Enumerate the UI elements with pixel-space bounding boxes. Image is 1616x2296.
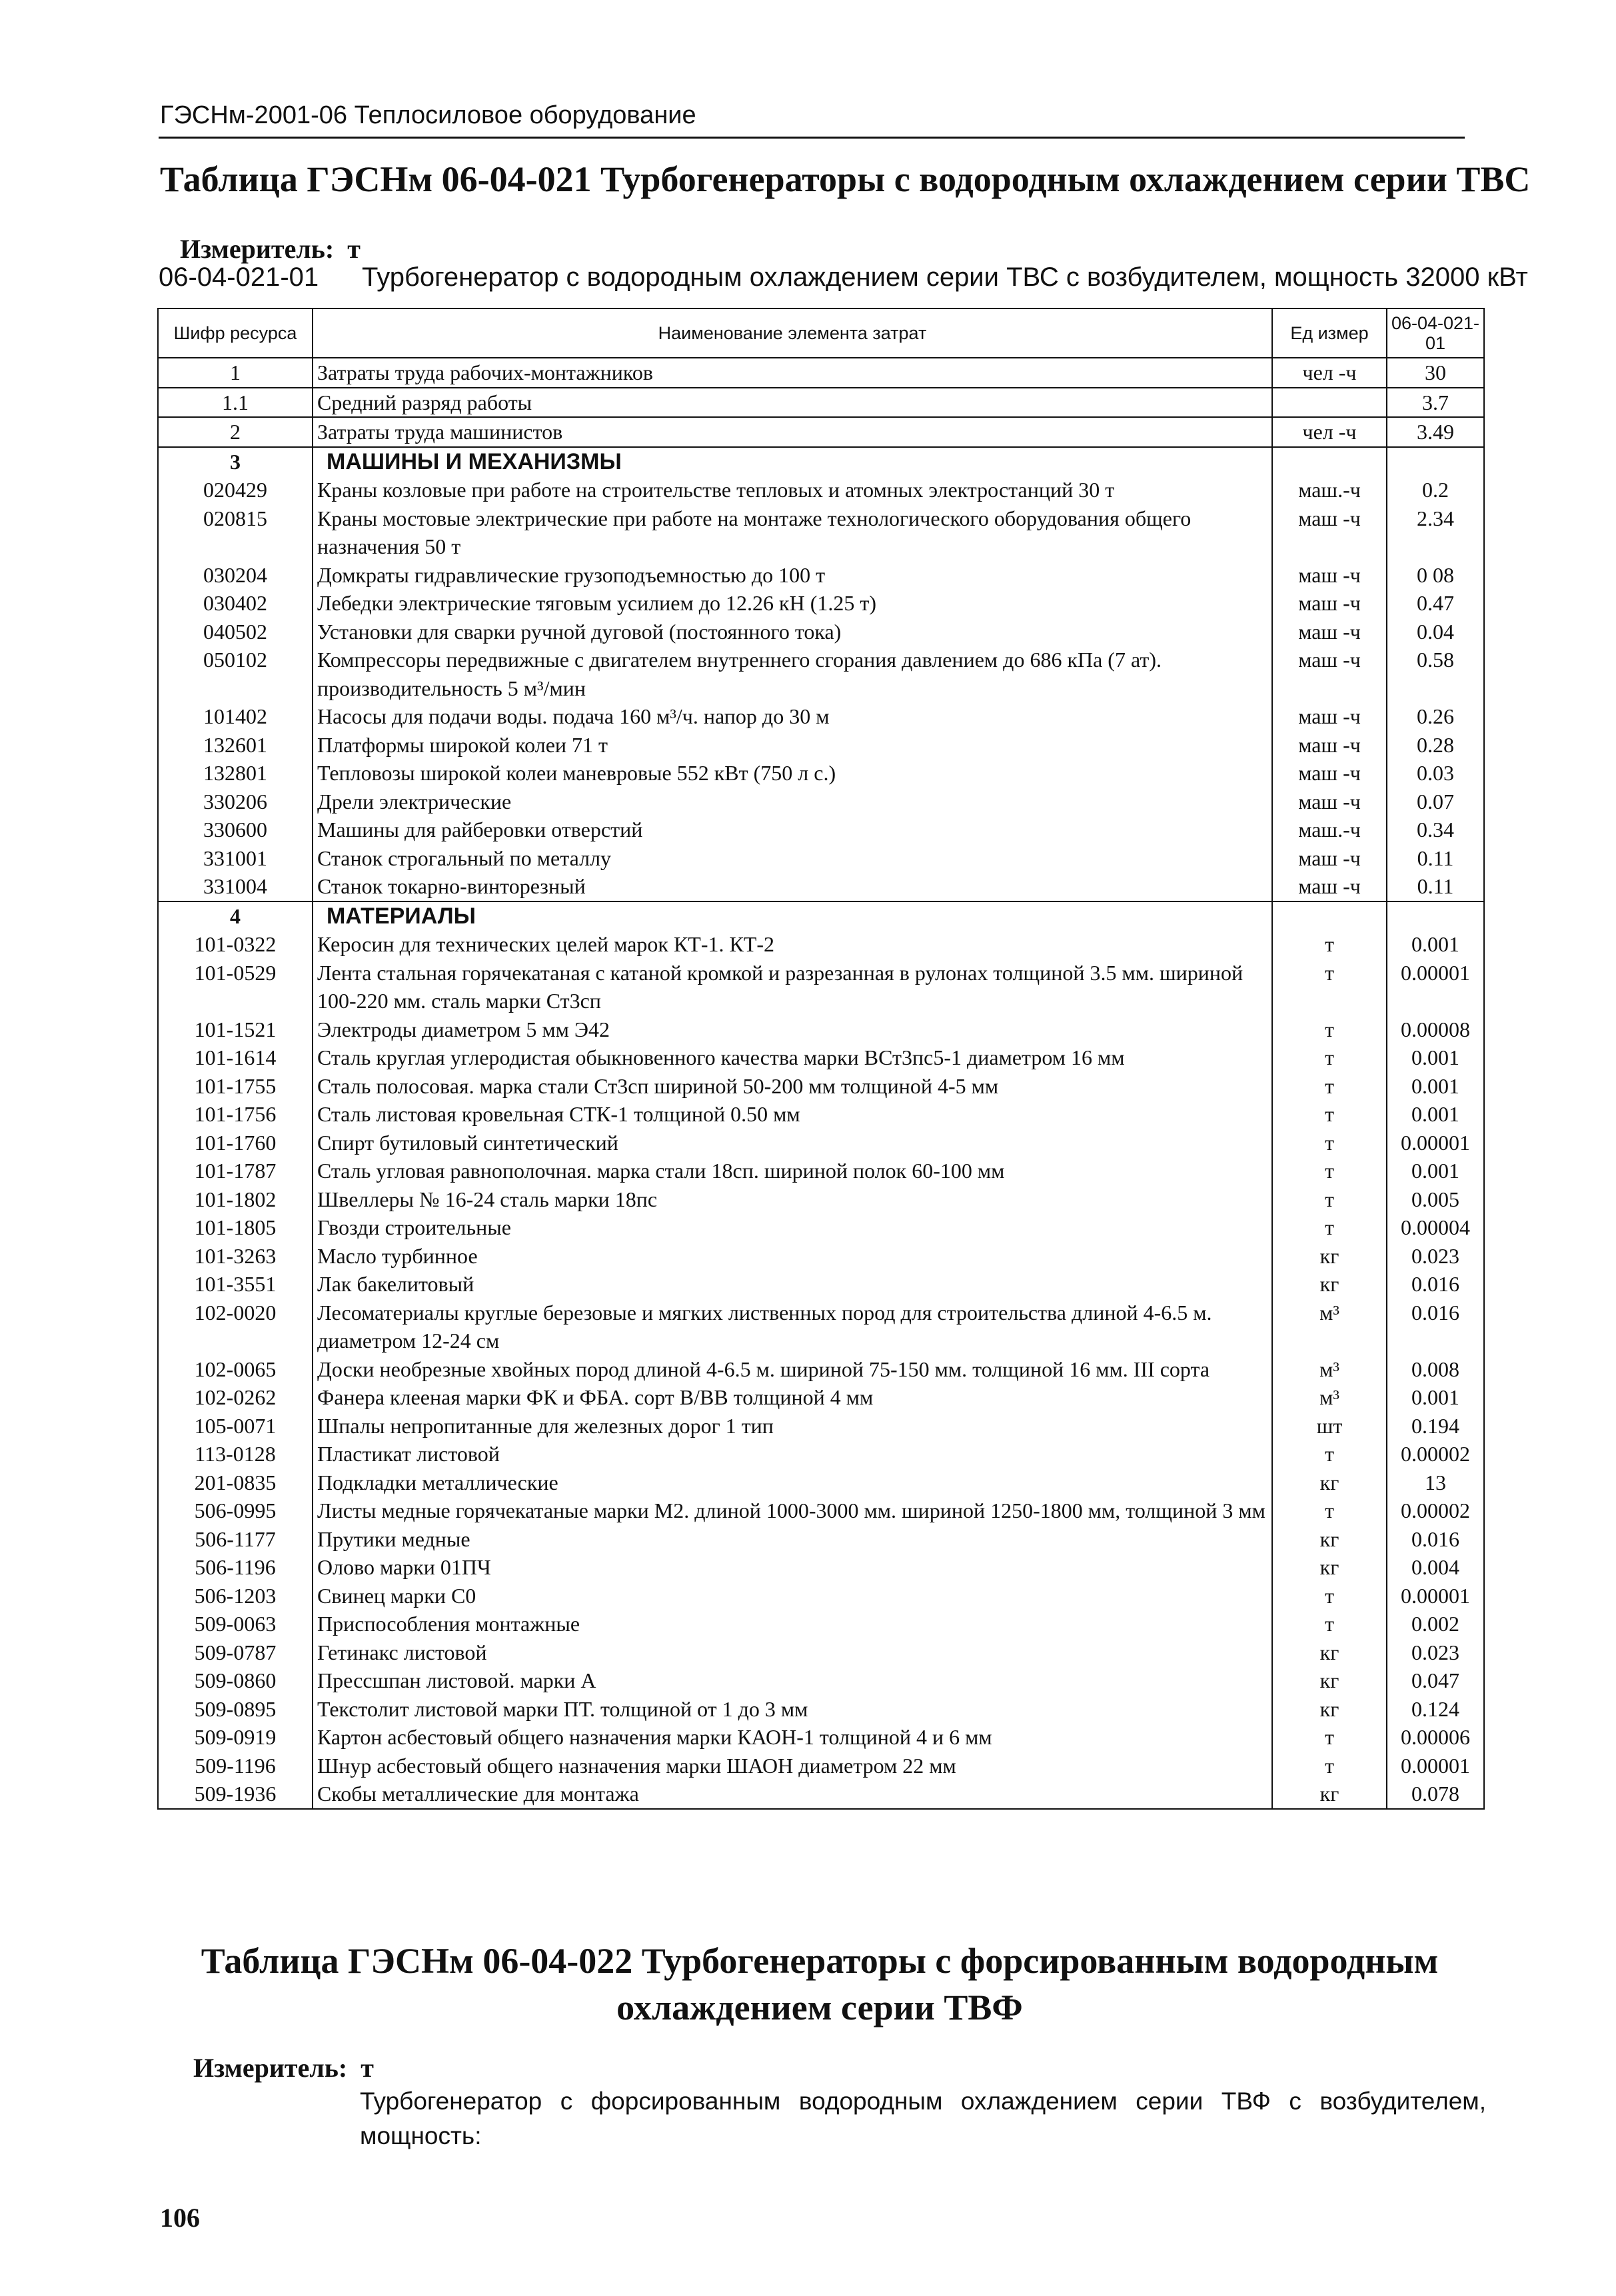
cell-value: 0.58	[1387, 646, 1484, 702]
col-header-name: Наименование элемента затрат	[313, 308, 1272, 358]
table-row	[158, 1270, 1484, 1299]
cell-name: Олово марки 01ПЧ	[313, 1553, 1272, 1582]
table-row	[158, 1723, 1484, 1752]
table-row	[158, 1638, 1484, 1667]
cell-value: 0.023	[1387, 1638, 1484, 1667]
cell-name: Свинец марки С0	[313, 1582, 1272, 1610]
cell-code: 101-0322	[158, 930, 313, 959]
col-header-code: Шифр ресурса	[158, 308, 313, 358]
cell-code: 101-1802	[158, 1185, 313, 1214]
cell-name: Картон асбестовый общего назначения марки КАОН-1 толщиной 4 и 6 мм	[313, 1723, 1272, 1752]
cell-value: 13	[1387, 1468, 1484, 1497]
measure-label: Измеритель:	[180, 234, 335, 264]
cell-name: Скобы металлические для монтажа	[313, 1780, 1272, 1809]
cell-code: 101-0529	[158, 959, 313, 1015]
cell-name: Шпалы непропитанные для железных дорог 1 тип	[313, 1412, 1272, 1440]
cell-name: Затраты труда машинистов	[313, 417, 1272, 447]
cell-value: 0.47	[1387, 589, 1484, 618]
cell-code: 132601	[158, 731, 313, 760]
cell-name: Лесоматериалы круглые березовые и мягких лиственных пород для строительства длиной 4-6.5 м. диаметром 12-24 см	[313, 1299, 1272, 1355]
cell-name: Краны мостовые электрические при работе на монтаже технологического оборудования общего назначения 50 т	[313, 504, 1272, 561]
cell-code: 101-1614	[158, 1043, 313, 1072]
cell-unit: маш -ч	[1272, 589, 1387, 618]
cell-unit: маш -ч	[1272, 561, 1387, 590]
cell-code: 101402	[158, 702, 313, 731]
cell-value: 0.001	[1387, 1157, 1484, 1185]
cell-name: Средний разряд работы	[313, 388, 1272, 418]
table-row	[158, 1440, 1484, 1468]
cell-value: 0 08	[1387, 561, 1484, 590]
cell-code: 509-1196	[158, 1752, 313, 1780]
cell-unit: кг	[1272, 1695, 1387, 1724]
col-header-unit: Ед измер	[1272, 308, 1387, 358]
cell-value: 0.04	[1387, 618, 1484, 646]
cell-name: Керосин для технических целей марок КТ-1. КТ-2	[313, 930, 1272, 959]
cell-value: 0.07	[1387, 788, 1484, 816]
table-row	[158, 1185, 1484, 1214]
table-row	[158, 1129, 1484, 1157]
cell-name: Лак бакелитовый	[313, 1270, 1272, 1299]
cell-unit	[1272, 447, 1387, 476]
cell-code: 506-1203	[158, 1582, 313, 1610]
table1-title: Таблица ГЭСНм 06-04-021 Турбогенераторы с водородным охлаждением серии ТВС	[160, 159, 1531, 199]
cell-value: 0.00001	[1387, 1752, 1484, 1780]
cell-code: 132801	[158, 759, 313, 788]
cell-code: 101-1755	[158, 1072, 313, 1101]
cell-unit: маш -ч	[1272, 759, 1387, 788]
cell-value: 0.001	[1387, 1043, 1484, 1072]
cell-name: Подкладки металлические	[313, 1468, 1272, 1497]
cell-name: Гетинакс листовой	[313, 1638, 1272, 1667]
cell-code: 050102	[158, 646, 313, 702]
cell-code: 2	[158, 417, 313, 447]
table-row	[158, 504, 1484, 561]
cell-unit: кг	[1272, 1666, 1387, 1695]
cell-name: Текстолит листовой марки ПТ. толщиной от 1 до 3 мм	[313, 1695, 1272, 1724]
cell-value: 0.047	[1387, 1666, 1484, 1695]
cell-code: 020815	[158, 504, 313, 561]
table-row	[158, 561, 1484, 590]
cell-unit: маш -ч	[1272, 618, 1387, 646]
table-row	[158, 1496, 1484, 1525]
table-row	[158, 1043, 1484, 1072]
section-row	[158, 447, 1484, 476]
cell-code: 3	[158, 447, 313, 476]
table-row	[158, 1100, 1484, 1129]
cell-name: МАТЕРИАЛЫ	[313, 901, 1272, 931]
measure-unit: т	[361, 2053, 374, 2083]
cell-code: 509-1936	[158, 1780, 313, 1809]
table-row	[158, 959, 1484, 1015]
table-header-row	[158, 308, 1484, 358]
cell-unit: т	[1272, 1185, 1387, 1214]
cell-unit: т	[1272, 1582, 1387, 1610]
cell-name: Доски необрезные хвойных пород длиной 4-6.5 м. шириной 75-150 мм. толщиной 16 мм. III сорта	[313, 1355, 1272, 1384]
cell-unit: т	[1272, 1752, 1387, 1780]
cell-name: Платформы широкой колеи 71 т	[313, 731, 1272, 760]
cell-name: Масло турбинное	[313, 1242, 1272, 1271]
cell-code: 506-0995	[158, 1496, 313, 1525]
table2-title: Таблица ГЭСНм 06-04-022 Турбогенераторы с форсированным водородным охлаждением серии ТВФ	[201, 1941, 1439, 2027]
measure-unit: т	[347, 234, 361, 264]
cell-value: 0.016	[1387, 1525, 1484, 1554]
table-row	[158, 1780, 1484, 1809]
cell-value: 0.00002	[1387, 1496, 1484, 1525]
table-row	[158, 388, 1484, 418]
cell-name: Станок строгальный по металлу	[313, 844, 1272, 873]
table-row	[158, 788, 1484, 816]
cell-name: Насосы для подачи воды. подача 160 м³/ч. напор до 30 м	[313, 702, 1272, 731]
cell-unit: шт	[1272, 1412, 1387, 1440]
cell-name: Гвозди строительные	[313, 1213, 1272, 1242]
cell-code: 330206	[158, 788, 313, 816]
cell-unit: т	[1272, 1157, 1387, 1185]
cell-name: Дрели электрические	[313, 788, 1272, 816]
cell-unit: т	[1272, 1072, 1387, 1101]
cell-value: 0.001	[1387, 1072, 1484, 1101]
cell-code: 330600	[158, 816, 313, 844]
table-row	[158, 1582, 1484, 1610]
cell-code: 113-0128	[158, 1440, 313, 1468]
cell-name: Сталь листовая кровельная СТК-1 толщиной 0.50 мм	[313, 1100, 1272, 1129]
cell-value: 0.194	[1387, 1412, 1484, 1440]
cell-unit: кг	[1272, 1780, 1387, 1809]
cell-name: Лента стальная горячекатаная с катаной кромкой и разрезанная в рулонах толщиной 3.5 мм. шириной 100-220 мм. сталь марки Ст3сп	[313, 959, 1272, 1015]
cell-value: 0.016	[1387, 1299, 1484, 1355]
cell-unit	[1272, 388, 1387, 418]
table-row	[158, 1355, 1484, 1384]
cell-unit	[1272, 901, 1387, 931]
cell-value: 30	[1387, 358, 1484, 388]
table-row	[158, 731, 1484, 760]
cell-value: 0.001	[1387, 1100, 1484, 1129]
cell-unit: маш -ч	[1272, 731, 1387, 760]
cell-name: Прутики медные	[313, 1525, 1272, 1554]
cell-value: 0.00001	[1387, 959, 1484, 1015]
cell-name: Сталь угловая равнополочная. марка стали 18сп. шириной полок 60-100 мм	[313, 1157, 1272, 1185]
cell-code: 102-0020	[158, 1299, 313, 1355]
cell-name: МАШИНЫ И МЕХАНИЗМЫ	[313, 447, 1272, 476]
cell-value: 0.26	[1387, 702, 1484, 731]
cell-code: 1	[158, 358, 313, 388]
cell-unit: маш -ч	[1272, 872, 1387, 901]
cell-unit: т	[1272, 1496, 1387, 1525]
cell-name: Сталь полосовая. марка стали Ст3сп шириной 50-200 мм толщиной 4-5 мм	[313, 1072, 1272, 1101]
cell-value: 0.008	[1387, 1355, 1484, 1384]
table-row	[158, 1213, 1484, 1242]
cell-name: Домкраты гидравлические грузоподъемностью до 100 т	[313, 561, 1272, 590]
cell-name: Лебедки электрические тяговым усилием до 12.26 кН (1.25 т)	[313, 589, 1272, 618]
cell-name: Фанера клееная марки ФК и ФБА. сорт В/ВВ толщиной 4 мм	[313, 1383, 1272, 1412]
cell-name: Спирт бутиловый синтетический	[313, 1129, 1272, 1157]
table2-description: Турбогенератор с форсированным водородным охлаждением серии ТВФ с возбудителем, мощность:	[360, 2087, 1486, 2149]
col-header-norm: 06-04-021-01	[1387, 308, 1484, 358]
cell-unit: т	[1272, 1015, 1387, 1044]
table-row	[158, 816, 1484, 844]
cell-value	[1387, 447, 1484, 476]
cell-code: 509-0787	[158, 1638, 313, 1667]
cell-unit: маш -ч	[1272, 646, 1387, 702]
cell-unit: т	[1272, 1610, 1387, 1638]
cell-value: 0.001	[1387, 930, 1484, 959]
cell-code: 101-1521	[158, 1015, 313, 1044]
cell-value: 2.34	[1387, 504, 1484, 561]
cell-unit: чел -ч	[1272, 417, 1387, 447]
cell-unit: кг	[1272, 1242, 1387, 1271]
cell-value: 0.00002	[1387, 1440, 1484, 1468]
cell-value: 0.28	[1387, 731, 1484, 760]
cell-unit: т	[1272, 1100, 1387, 1129]
cell-name: Сталь круглая углеродистая обыкновенного качества марки ВСт3пс5-1 диаметром 16 мм	[313, 1043, 1272, 1072]
cell-code: 101-1787	[158, 1157, 313, 1185]
table-row	[158, 1157, 1484, 1185]
cell-unit: м³	[1272, 1299, 1387, 1355]
cell-code: 102-0065	[158, 1355, 313, 1384]
cell-name: Тепловозы широкой колеи маневровые 552 кВт (750 л с.)	[313, 759, 1272, 788]
cell-value: 0.00001	[1387, 1129, 1484, 1157]
cell-code: 105-0071	[158, 1412, 313, 1440]
table-row	[158, 417, 1484, 447]
cell-value: 0.00006	[1387, 1723, 1484, 1752]
table1-code-line	[159, 263, 1528, 292]
cell-value: 0.124	[1387, 1695, 1484, 1724]
cell-unit: кг	[1272, 1638, 1387, 1667]
cell-unit: кг	[1272, 1525, 1387, 1554]
cell-value: 0.001	[1387, 1383, 1484, 1412]
cell-code: 020429	[158, 476, 313, 504]
cell-value: 0.00001	[1387, 1582, 1484, 1610]
cell-code: 101-1756	[158, 1100, 313, 1129]
table-row	[158, 1553, 1484, 1582]
cell-value: 0.078	[1387, 1780, 1484, 1809]
cell-code: 506-1196	[158, 1553, 313, 1582]
cell-value: 0.00008	[1387, 1015, 1484, 1044]
table-row	[158, 1610, 1484, 1638]
cell-name: Пластикат листовой	[313, 1440, 1272, 1468]
cell-value: 0.00004	[1387, 1213, 1484, 1242]
cell-unit: кг	[1272, 1553, 1387, 1582]
cell-unit: т	[1272, 1043, 1387, 1072]
cell-name: Электроды диаметром 5 мм Э42	[313, 1015, 1272, 1044]
table-row	[158, 1299, 1484, 1355]
table-row	[158, 1752, 1484, 1780]
cell-unit: маш -ч	[1272, 844, 1387, 873]
cell-unit: т	[1272, 1440, 1387, 1468]
cell-name: Компрессоры передвижные с двигателем внутреннего сгорания давлением до 686 кПа (7 ат). производительность 5 м³/мин	[313, 646, 1272, 702]
cell-name: Швеллеры № 16-24 сталь марки 18пс	[313, 1185, 1272, 1214]
section-row	[158, 901, 1484, 931]
measure-label: Измеритель:	[193, 2053, 348, 2083]
cell-value: 0.11	[1387, 872, 1484, 901]
cell-value: 0.005	[1387, 1185, 1484, 1214]
table-row	[158, 1383, 1484, 1412]
header-rule	[159, 137, 1465, 139]
cell-code: 101-3551	[158, 1270, 313, 1299]
cell-code: 331004	[158, 872, 313, 901]
table-row	[158, 1015, 1484, 1044]
table-row	[158, 358, 1484, 388]
cell-name: Листы медные горячекатаные марки М2. длиной 1000-3000 мм. шириной 1250-1800 мм, толщиной 3 мм	[313, 1496, 1272, 1525]
cell-unit: маш -ч	[1272, 702, 1387, 731]
cell-value: 0.11	[1387, 844, 1484, 873]
cell-name: Краны козловые при работе на строительстве тепловых и атомных электростанций 30 т	[313, 476, 1272, 504]
table-row	[158, 1242, 1484, 1271]
cell-unit: т	[1272, 1213, 1387, 1242]
table-row	[158, 1666, 1484, 1695]
cell-code: 201-0835	[158, 1468, 313, 1497]
cell-code: 509-0919	[158, 1723, 313, 1752]
table1-measure	[180, 233, 361, 265]
cell-code: 102-0262	[158, 1383, 313, 1412]
norms-table-body	[158, 358, 1484, 1809]
running-title: ГЭСНм-2001-06 Теплосиловое оборудование	[160, 101, 696, 129]
cell-code: 509-0860	[158, 1666, 313, 1695]
cell-value: 0.004	[1387, 1553, 1484, 1582]
cell-unit: чел -ч	[1272, 358, 1387, 388]
cell-unit: м³	[1272, 1355, 1387, 1384]
cell-code: 040502	[158, 618, 313, 646]
cell-code: 1.1	[158, 388, 313, 418]
cell-code: 101-3263	[158, 1242, 313, 1271]
cell-name: Шнур асбестовый общего назначения марки ШАОН диаметром 22 мм	[313, 1752, 1272, 1780]
cell-code: 331001	[158, 844, 313, 873]
cell-unit: м³	[1272, 1383, 1387, 1412]
cell-unit: т	[1272, 1723, 1387, 1752]
cell-unit: т	[1272, 1129, 1387, 1157]
cell-value: 3.7	[1387, 388, 1484, 418]
cell-unit: маш -ч	[1272, 788, 1387, 816]
table-row	[158, 1468, 1484, 1497]
table-row	[158, 872, 1484, 901]
table2-measure	[193, 2052, 374, 2083]
cell-value	[1387, 901, 1484, 931]
page-number: 106	[160, 2203, 200, 2233]
cell-unit: маш.-ч	[1272, 816, 1387, 844]
norm-description: Турбогенератор с водородным охлаждением серии ТВС с возбудителем, мощность 32000 кВт	[362, 263, 1528, 292]
table-row	[158, 618, 1484, 646]
cell-name: Машины для райберовки отверстий	[313, 816, 1272, 844]
cell-value: 0.2	[1387, 476, 1484, 504]
table-row	[158, 1072, 1484, 1101]
cell-value: 0.34	[1387, 816, 1484, 844]
table-row	[158, 1412, 1484, 1440]
table-row	[158, 476, 1484, 504]
cell-value: 0.016	[1387, 1270, 1484, 1299]
table-row	[158, 844, 1484, 873]
table-row	[158, 702, 1484, 731]
norm-code: 06-04-021-01	[159, 263, 319, 292]
cell-unit: маш -ч	[1272, 504, 1387, 561]
table-row	[158, 930, 1484, 959]
cell-name: Станок токарно-винторезный	[313, 872, 1272, 901]
cell-code: 101-1760	[158, 1129, 313, 1157]
cell-value: 0.023	[1387, 1242, 1484, 1271]
table-row	[158, 1525, 1484, 1554]
cell-code: 030402	[158, 589, 313, 618]
cell-code: 509-0895	[158, 1695, 313, 1724]
cell-code: 509-0063	[158, 1610, 313, 1638]
cell-unit: кг	[1272, 1468, 1387, 1497]
table-row	[158, 759, 1484, 788]
cell-unit: кг	[1272, 1270, 1387, 1299]
cell-name: Установки для сварки ручной дуговой (постоянного тока)	[313, 618, 1272, 646]
table-row	[158, 646, 1484, 702]
cell-name: Приспособления монтажные	[313, 1610, 1272, 1638]
cell-code: 4	[158, 901, 313, 931]
cell-unit: т	[1272, 930, 1387, 959]
norms-table	[157, 308, 1485, 1810]
cell-unit: маш.-ч	[1272, 476, 1387, 504]
cell-value: 0.03	[1387, 759, 1484, 788]
cell-value: 3.49	[1387, 417, 1484, 447]
cell-code: 506-1177	[158, 1525, 313, 1554]
table-row	[158, 1695, 1484, 1724]
cell-code: 030204	[158, 561, 313, 590]
cell-name: Прессшпан листовой. марки А	[313, 1666, 1272, 1695]
cell-name: Затраты труда рабочих-монтажников	[313, 358, 1272, 388]
table-row	[158, 589, 1484, 618]
cell-unit: т	[1272, 959, 1387, 1015]
cell-value: 0.002	[1387, 1610, 1484, 1638]
cell-code: 101-1805	[158, 1213, 313, 1242]
